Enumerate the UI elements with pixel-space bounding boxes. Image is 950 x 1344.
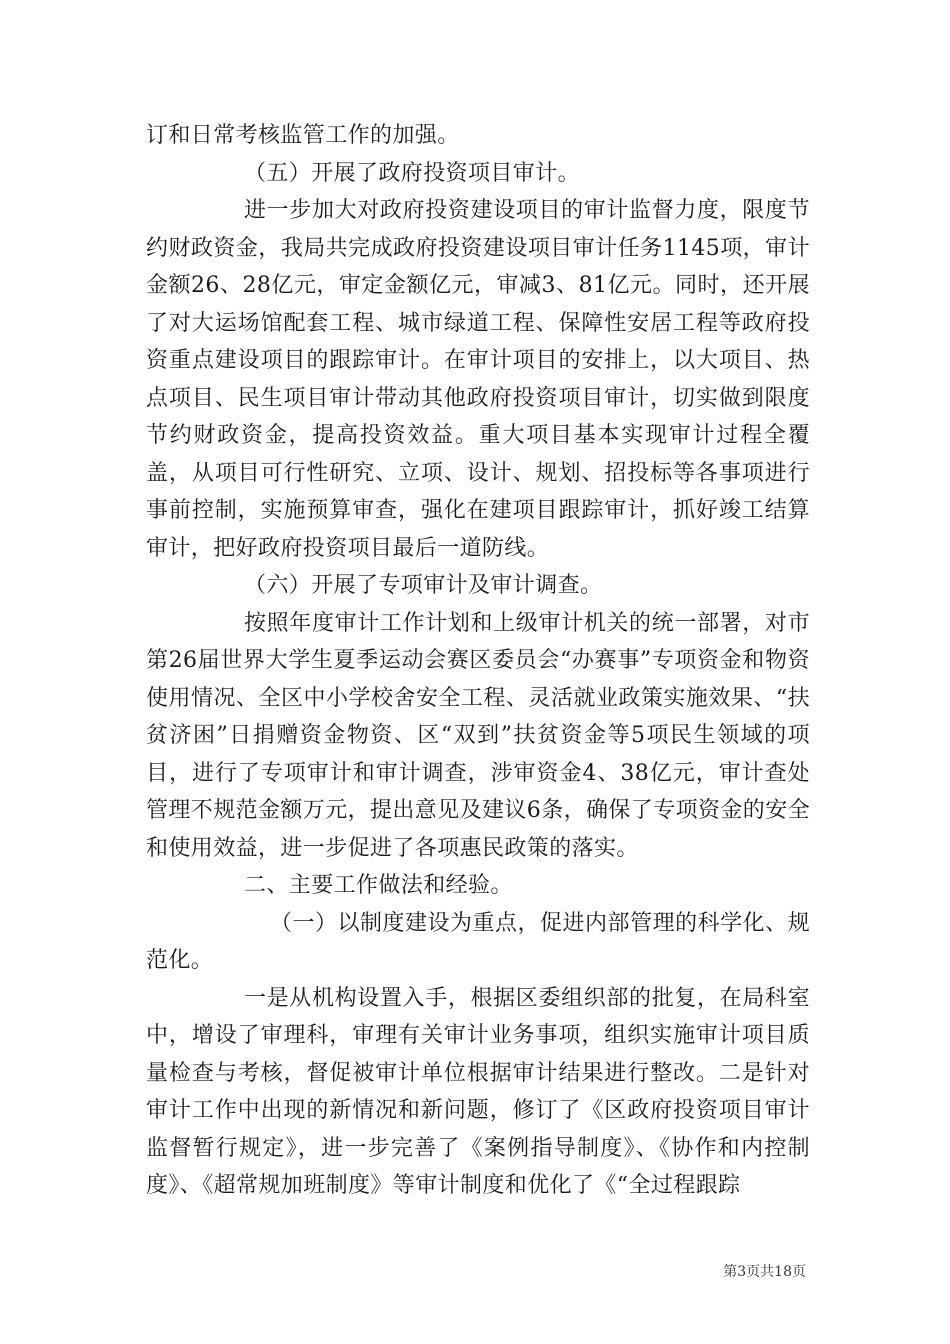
section-heading-6: （六）开展了专项审计及审计调查。 [244,573,603,598]
paragraph-investment-audit: 进一步加大对政府投资建设项目的审计监督力度，限度节约财政资金，我局共完成政府投资建设项目审计任务1145项，审计金额26、28亿元，审定金额亿元，审减3、81亿元。同时，还开展了对大运场馆配套工程、城市绿道工程、保障性安居工程等政府投资重点建设项目的跟踪审计。在审计项目的安排上，以大项目、热点项目、民生项目审计带动其他政府投资项目审计，切实做到限度节约财政资金，提高投资效益。重大项目基本实现审计过程全覆盖，从项目可行性研究、立项、设计、规划、招投标等各事项进行事前控制，实施预算审查，强化在建项目跟踪审计，抓好竣工结算审计，把好政府投资项目最后一道防线。 [146,198,810,561]
paragraph-special-audit: 按照年度审计工作计划和上级审计机关的统一部署，对市第26届世界大学生夏季运动会赛区委员会“办赛事”专项资金和物资使用情况、全区中小学校舍安全工程、灵活就业政策实施效果、“扶贫济困”日捐赠资金物资、区“双到”扶贫资金等5项民生领域的项目，进行了专项审计和审计调查，涉审资金4、38亿元，审计查处管理不规范金额万元，提出意见及建议6条，确保了专项资金的安全和使用效益，进一步促进了各项惠民政策的落实。 [146,610,810,861]
page-footer: 第3页共18页 [723,1264,806,1280]
document-body [146,117,810,1205]
paragraph-system-building: 一是从机构设置入手，根据区委组织部的批复，在局科室中，增设了审理科，审理有关审计业务事项，组织实施审计项目质量检查与考核，督促被审计单位根据审计结果进行整改。二是针对审计工作中出现的新情况和新问题，修订了《区政府投资项目审计监督暂行规定》，进一步完善了《案例指导制度》、《协作和内控制度》、《超常规加班制度》等审计制度和优化了《“全过程跟踪 [146,985,810,1198]
section-heading-5: （五）开展了政府投资项目审计。 [244,160,581,186]
section-heading-main-2: 二、主要工作做法和经验。 [244,873,513,898]
paragraph-continuation: 订和日常考核监管工作的加强。 [146,123,460,148]
section-subheading-1: （一）以制度建设为重点，促进内部管理的科学化、规范化。 [146,910,810,973]
